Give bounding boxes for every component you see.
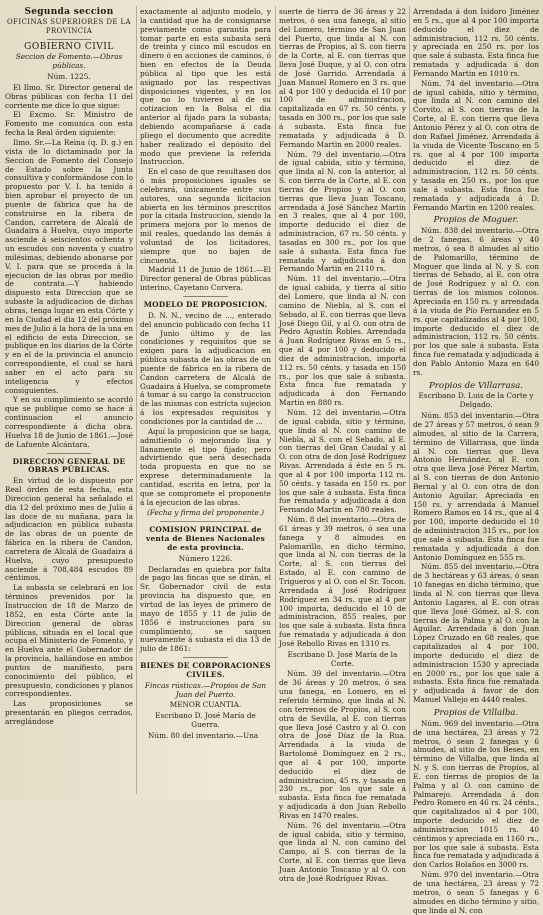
propios-heading: Propios de Villalba. <box>433 707 519 718</box>
directorate-heading: DIRECCION GENERAL DE OBRAS PÚBLICAS. <box>12 456 126 475</box>
paragraph: Núm. 79 del inventario.—Otra de igual cabida, sitio y término, que linda al N. con la anterior, al S. con tierra de la Corte, al E. con tierras de Propios y al O. con tierras que lleva Juan Toscano, arrendada á José Sánchez Martin en 3 reales, que al 4 por 100, importe deducido el diez de administracion, 67 rs. 50 cénts. y tasadas en 300 rs., por los que sale á subasta. Esta finca fue rematada y adjudicada á don Fernando Martin en 2110 rs. <box>279 149 406 274</box>
amount-heading: MENOR CUANTIA. <box>169 700 242 710</box>
column-1 <box>5 8 133 792</box>
offices-heading: OFICINAS SUPERIORES DE LA PROVINCIA <box>6 17 132 35</box>
separator <box>160 521 252 522</box>
paragraph: Núm. 855 del inventario.—Otra de 3 hectáreas y 63 áreas, ó sean 10 fanegas en dicho término, que linda al N. con tierras que lleva Antonio Lagares, al E. con otras que lleva José Gómez, al S. con tierras de la Palma y al O. con la Aguilar. Arrendada á don Juan López Cruzado en 68 reales, que capitalizados al 4 por 100, importe deducido el diez de administracion 1530 y apreciada en 2000 rs., por los que sale á subasta. Esta finca fue rematada y adjudicada á favor de don Manuel Vallejo en 4440 reales. <box>413 562 539 705</box>
column-divider <box>136 6 137 794</box>
paragraph: Núm. 853 del inventario.—Otra de 27 áreas y 57 metros, ó sean 9 almudes, al sitio de la Carrera, término de Villarrasa, que linda al N. con tierras que lleva Antonio Hernández, al E. con otra que lleva José Pérez Martin, al S. con tierras de don Antonio Bernal y al O. con otra de don Antonio Aguilar. Apreciada en 150 rs. y arrendada á Manuel Romero Ramos en 14 rs., que al 4 por 100, importe deducido el 10 de administracion 315 rs., por los que sale á subasta. Esta finca fue rematada y adjudicada á don Antonio Domínguez en 555 rs. <box>413 411 539 562</box>
column-4 <box>413 7 539 915</box>
separator <box>47 453 91 454</box>
signature-line: (Fecha y firma del proponente.) <box>146 508 265 518</box>
paragraph: Aquí la proposicion que se haga, admitiendo ó mejorando lisa y llanamente el tipo fijado; pero advirtiendo que será desechada toda propuesta en que no se exprese determinadamente la cantidad, escrita en letra, por la que se compromete el proponente á la ejecucion de las obras. <box>140 426 271 507</box>
paragraph: Núm. 11 del inventario.—Otra de igual cabida, y tierra al sitio del Lomero, que linda al N. con camino de Niebla, al S. con el Sebado, al E. con tierras que lleva José Diego Gil, y al O. con otra de Pedro Agustín Robles. Arrendada á Juan Rodríguez Rivas en 5 rs., que al 4 por 100 y deducido el diez de administracion, importa 112 rs. 50 cénts. y tasada en 150 rs., por los que sale á subasta. Esta finca fue rematada y adjudicada á don Fernando Martin en 880 rs. <box>279 274 406 408</box>
paragraph: D. N. N., vecino de ..., enterado del anuncio publicado con fecha 11 de Junio último y de las condiciones y requisitos que se exigen para la adjudicacion en pública subasta de las obras de un puente de fábrica en la ribera de Candon carretera de Alcalá de Guadaira á Huelva, se compromete á tomar á su cargo la construccion de las mismas con estricta sujecion á los expresados requisitos y condiciones por la cantidad de ... <box>140 310 272 426</box>
paragraph: En el caso de que resultasen dos ó más proposiciones iguales se celebrará, únicamente entre sus autores, una segunda licitacion abierta en los términos prescritos por la citada Instruccion, siendo la primera mejora por lo menos de mil reales, quedando las demás á voluntad de los licitadores, siempre que no bajen de cincuenta. <box>140 167 271 265</box>
paragraph: Núm. 74 del inventario.—Otra de igual cabida, sitio y término, que linda al N. con camino del Corvito, al S. con tierras de la Corte, al E. con tierra que lleva Antonio Pérez y al O. con otra de don Rafael Jiménez. Arrendada á la viuda de Vicente Toscano en 5 rs. que al 4 por 100 importa deducido el diez de administracion, 112 rs. 50 cénts. y tasada en 250 rs., por los que sale á subasta. Esta finca fue rematada y adjudicada á D. Fernando Martin en 1200 reales. <box>413 78 539 212</box>
properties-heading: Fincas rústicas.—Propios de San Juan del Puerto. <box>144 680 267 699</box>
paragraph: Núm. 12 del inventario.—Otra de igual cabida, sitio y término, que linda al N. con camino de Niebla, al S. con el Sebado, al E. con tierras del Gran Caudal y al O. con otra de don José Rodríguez Rivas. Arrendada á éste en 5 rs. que al 4 por 100 importa 112 rs. 50 cénts. y tasada en 150 rs. por los que sale á subasta. Esta finca fue rematada y adjudicada á don Fernando Martin en 780 reales. <box>279 407 406 515</box>
notary-line: Escribano D. José María de la Corte. <box>287 649 398 668</box>
paragraph: Las proposiciones se presentarán en pliegos cerrados, arreglándose <box>5 699 133 726</box>
assets-heading: BIENES DE CORPORACIONES CIVILES. <box>140 661 271 679</box>
paragraph: Núm. 80 del inventario.—Una <box>148 730 259 740</box>
commission-heading: COMISION PRINCIPAL de venta de Bienes Nacionales de esta provincia. <box>146 525 265 552</box>
model-heading: MODELO DE PROPOSICION. <box>143 300 268 309</box>
paragraph: El Ilmo. Sr. Director general de Obras públicas con fecha 11 del corriente me dice lo que sigue: <box>5 82 133 110</box>
propios-heading: Propios de Villarrasa. <box>429 380 523 391</box>
paragraph: Ilmo. Sr.—La Reina (q. D. g.) en vista de lo dictaminado por la Seccion de Fomento del Consejo de Estado sobre la Junta consultiva y conformándose con lo propuesto por V. I. ha tenido á bien aprobar el proyecto de un puente de fábrica que ha de construirse en la ribera de Candon, carretera de Alcalá de Guadaira á Huelva, cuyo importe asciende á seiscientos ochenta y un escudos con noventa y cuatro milésimas, debiendo abonarse por V. I. para que se proceda á la ejecucion de las obras por medio de contrata.—Y habiendo dispuesto esta Direccion que se subaste la adjudicacion de dichas obras, tenga lugar en esta Córte y en la Ciudad el dia 12 del próximo mes de Julio á la hora de la una en el edificio de esta Direccion, se publique en los diarios de la Córte y en el de la provincia el anuncio correspondiente, el cual se hará saber en el acto para su inteligencia y efectos consiguientes. <box>5 137 133 395</box>
separator <box>183 657 228 658</box>
paragraph: Núm. 8 del inventario.—Otra de 61 áreas y 39 metros, ó sea una fanega y 8 almudes en Palomarillo, en dicho término, que linda al N. con tierras de la Corte, al S. con tierras del Estado, al E. con camino de Trigueros y al O. con el Sr. Tocon. Arrendada á José Rodríguez Rodríguez en 34 rs. que al 4 por 100 importa, deducido el 10 de administracion, 855 reales, por los que sale á subasta. Esta finca fue rematada y adjudicada á don José Rebollo Rivas en 1310 rs. <box>279 515 406 648</box>
notice-number: Número 1226. <box>178 553 233 563</box>
paragraph: Núm. 76 del inventario.—Otra de igual cabida, sitio y término, que linda al N. con camino del Campo, al S. con tierras de la Corte, al E. con tierras que lleva Juan Antonio Toscano y al O. con otra de José Rodríguez Rivas. <box>279 820 406 883</box>
government-heading: GOBIERNO CIVIL <box>24 41 114 52</box>
subsection-heading: Seccion de Fomento.—Obras públicas. <box>15 52 123 71</box>
notary-line: Escribano D. José María de Guerra. <box>155 711 256 730</box>
paragraph: Declaradas en quiebra por falta de pago las fincas que se dirán, el Sr. Gobernador civil de esta provincia ha dispuesto que, en virtud de las leyes de primero de mayo de 1855 y 11 de julio de 1856 é instrucciones para su cumplimiento, se saquen nuevamente á subasta el dia 13 de julio de 1861: <box>140 564 271 654</box>
notary-line: Escribano D. Luis de la Corte y Delgado. <box>418 391 534 410</box>
propios-heading: Propios de Moguer. <box>433 215 519 226</box>
column-divider <box>275 6 276 794</box>
paragraph: Núm. 39 del inventario.—Otra de 36 áreas y 20 metros, ó sea una fanega, en Lomero, en el referido término, que linda al N. con terrenos de Propios, al S. con otra de Sevilla, al E. con tierras que lleva José Castro y al O. con otra de José Díaz de la Rua. Arrendada á la viuda de Bartolomé Domínguez en 2 rs., que al 4 por 100, importe deducido el diez de administracion, 45 rs. y tasada en 230 rs., por los que sale á subasta. Esta finca fue rematada y adjudicada á don Juan Rebollo Rivas en 1470 reales. <box>279 669 406 820</box>
separator <box>47 39 91 40</box>
paragraph: Y en su cumplimiento se acordó que se publique como se hace á continuacion el anuncio correspondiente á dicha obra. Huelva 18 de Junio de 1861.—José de Lafuente Alcántara. <box>5 395 133 449</box>
column-2 <box>140 8 271 792</box>
paragraph: Arrendada á don Isidoro Jiménez en 5 rs., que al 4 por 100 importa deducido el diez de administracion, 112 rs. 50 cénts. y apreciada en 250 rs. por los que sale á subasta. Esta finca fue rematada y adjudicada á don Fernando Martin en 1010 rs. <box>413 7 539 78</box>
paragraph: Núm. 969 del inventario.—Otra de una hectárea, 23 áreas y 72 metros, ó sean 2 fanegas y 6 almudes, al sitio de los Beses, en término de Villalba, que linda al N. y S. con tierras de Propios, al E. con tierras de propios de la Palma y al O. con camino de Palmarejo. Arrendada á don Pedro Romero en 46 rs. 24 cénts., que capitalizados al 4 por 100, importe deducido el diez de administracion 1015 rs. 40 céntimos y apreciada en 1160 rs., por los que sale á subasta. Esta finca fue rematada y adjudicada á don Carlos Bolaños en 3000 rs. <box>413 718 539 870</box>
section-heading: Segunda seccion <box>24 7 114 17</box>
paragraph: La subasta se celebrará en los términos prevenidos por la Instruccion de 18 de Marzo de 1852, en esta Córte ante la Direccion general de obras públicas, situada en el local que ocupa el Ministerio de Fomento, y en Huelva ante el Gobernador de la provincia, hallándose en ambos puntos de manifiesto, para conocimiento del público, el presupuesto, condiciones y planos correspondientes. <box>5 583 133 699</box>
column-3 <box>279 7 406 883</box>
separator <box>183 296 228 297</box>
paragraph: Núm. 970 del inventario.—Otra de una hectárea, 23 áreas y 72 metros, ó sean 5 fanegas y 6 almudes en dicho término y sitio, que linda al N. con <box>413 870 539 915</box>
paragraph: exactamente al adjunto modelo, y la cantidad que ha de consignarse previamente como garantía para tomar parte en esta subasta será de treinta y cinco mil escudos en dinero ó en acciones de caminos, ó bien en efectos de la Deuda pública al tipo que les está asignado por las respectivas disposiciones vigentes, y en los que no lo tuvieren al de su cotizacion en la Bolsa el dia anterior al fijado para la subasta; debiendo acompañarse á cada pliego el documento que acredite haber realizado el depósito del modo que previene la referida Instruccion. <box>140 7 271 167</box>
paragraph: El Excmo. Sr. Ministro de Fomento me comunica con esta fecha la Real órden siguiente: <box>5 110 133 138</box>
notice-number: Núm. 1225. <box>47 72 91 82</box>
place-date-signature: Madrid 11 de Junio de 1861.—El Director general de Obras públicas interino, Cayetano Corvera. <box>140 265 271 293</box>
column-divider <box>409 6 410 794</box>
paragraph: En virtud de lo dispuesto por Real órden de esta fecha, esta Direccion general ha señalado el dia 12 del próximo mes de Julio á las doce de su mañana, para la adjudicacion en pública subasta de las obras de un puente de fábrica en la ribera de Candon, carretera de Alcalá de Guadaira á Huelva, cuyo presupuesto asciende á 708,484 escudos 89 céntimos. <box>5 476 133 583</box>
paragraph: suerte de tierra de 36 áreas y 22 metros, ó sea una fanega, al sitio del Lomero, término de San Juan del Puerto, que linda al N. con tierras de Propios, al S. con tierra de la Corte, al E. con tierras que lleva José Duque, y al O. con otra de José Garrido. Arrendada á Juan Manuel Romero en 3 rs. que al 4 por 100 y deducida el 10 por 100 de administracion, capitalizada en 67 rs. 50 cénts. y tasada en 300 rs., por los que sale á subasta. Esta finca fue rematada y adjudicada á D. Fernando Martin en 2000 reales. <box>279 7 406 149</box>
paragraph: Núm. 838 del inventario.—Otra de 2 fanegas, 6 áreas y 40 metros, ó sea 8 almudes al sitio de Palomarillo, término de Moguer que linda al N. y S. con tierras de Sebado, al E. con otra de José Rodríguez y al O. con tierras de los mismos colonos. Apreciada en 150 rs. y arrendada á la viuda de Pío Fernandez en 5 rs. que capitalizados al 4 por 100, importe deducido el diez de administracion, 112 rs. 50 cénts. por los que sale á subasta. Esta finca fue rematada y adjudicada á don Pablo Antonio Maza en 640 rs. <box>413 226 539 377</box>
